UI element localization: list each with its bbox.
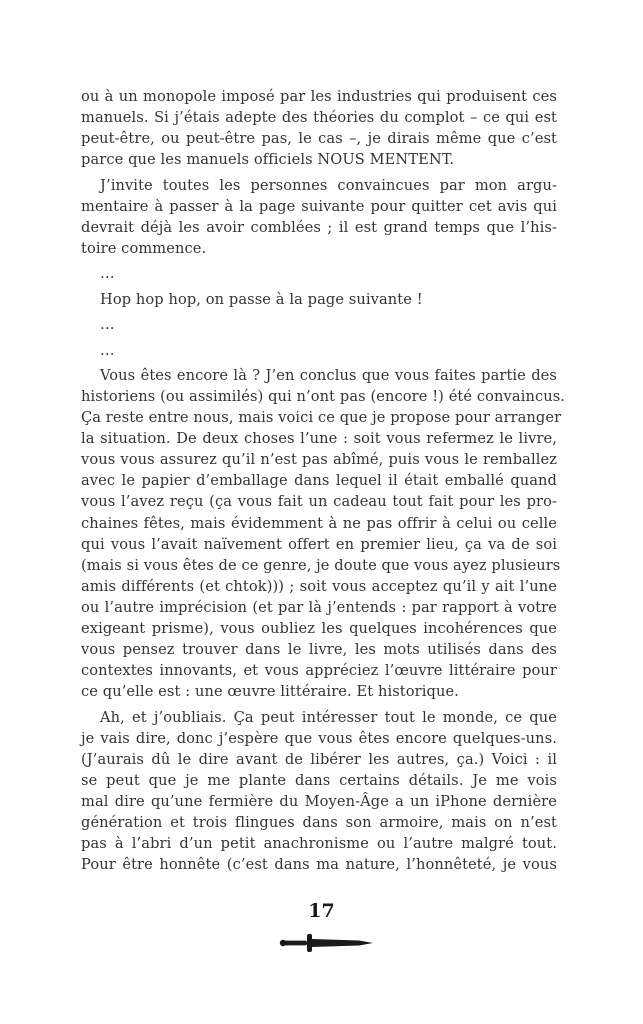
text-line: J’invite toutes les personnes convaincues par mon argu- [100,176,557,194]
text-line: Ça reste entre nous, mais voici ce que je propose pour arranger [81,409,562,427]
text-line: (mais si vous êtes de ce genre, je doute que vous ayez plusieurs [81,556,561,574]
dagger-icon [279,932,373,954]
text-line: qui vous l’avait naïvement offert en premier lieu, ça va de soi [81,535,557,553]
text-line: la situation. De deux choses l’une : soit vous refermez le livre, [81,430,557,448]
text-line: manuels. Si j’étais adepte des théories du complot – ce qui est [81,109,557,127]
text-line: … [100,316,115,334]
text-line: devrait déjà les avoir comblées ; il est grand temps que l’his- [81,218,557,236]
text-line: … [100,265,115,283]
text-line: Ah, et j’oubliais. Ça peut intéresser tout le monde, ce que [100,708,557,726]
text-line: historiens (ou assimilés) qui n’ont pas (encore !) été convaincus. [81,388,566,405]
text-line: Hop hop hop, on passe à la page suivante ! [100,290,423,308]
text-line: parce que les manuels officiels NOUS MENTENT. [81,151,455,169]
text-line: génération et trois flingues dans son armoire, mais on n’est [81,814,557,832]
text-line: ou à un monopole imposé par les industries qui produisent ces [81,88,557,105]
body-text [81,86,566,880]
paragraph [81,263,557,284]
text-line: ce qu’elle est : une œuvre littéraire. Et historique. [81,683,459,701]
paragraph [81,314,557,335]
text-line: pas à l’abri d’un petit anachronisme ou l’autre malgré tout. [81,835,557,853]
text-line: Vous êtes encore là ? J’en conclus que vous faites partie des [100,366,557,384]
page-number: 17 [308,900,335,922]
paragraph [81,707,557,876]
paragraph [81,175,557,259]
text-line: mal dire qu’une fermière du Moyen-Âge a un iPhone dernière [81,793,557,811]
paragraph [81,365,566,703]
text-line: contextes innovants, et vous appréciez l’œuvre littéraire pour [81,662,557,680]
text-line: je vais dire, donc j’espère que vous êtes encore quelques-uns. [81,729,557,747]
paragraph [81,289,557,310]
text-line: Pour être honnête (c’est dans ma nature, l’honnêteté, je vous [81,856,557,874]
text-line: vous l’avez reçu (ça vous fait un cadeau tout fait pour les pro- [81,493,557,511]
text-line: (J’aurais dû le dire avant de libérer les autres, ça.) Voici : il [81,750,557,768]
text-line: vous pensez trouver dans le livre, les mots utilisés dans des [81,641,557,659]
text-line: chaines fêtes, mais évidemment à ne pas offrir à celui ou celle [81,514,557,532]
text-line: mentaire à passer à la page suivante pour quitter cet avis qui [81,197,557,215]
paragraph [81,86,557,170]
text-line: ou l’autre imprécision (et par là j’entends : par rapport à votre [81,598,557,616]
text-line: vous vous assurez qu’il n’est pas abîmé, puis vous le remballez [81,451,557,469]
text-line: amis différents (et chtok))) ; soit vous acceptez qu’il y ait l’une [81,577,557,595]
text-line: avec le papier d’emballage dans lequel il était emballé quand [81,472,557,490]
text-line: se peut que je me plante dans certains détails. Je me vois [81,771,557,789]
paragraph [81,340,557,361]
text-line: toire commence. [81,239,207,257]
text-line: … [100,341,115,359]
text-line: exigeant prisme), vous oubliez les quelques incohérences que [81,620,557,638]
text-line: peut-être, ou peut-être pas, le cas –, je dirais même que c’est [81,130,557,148]
